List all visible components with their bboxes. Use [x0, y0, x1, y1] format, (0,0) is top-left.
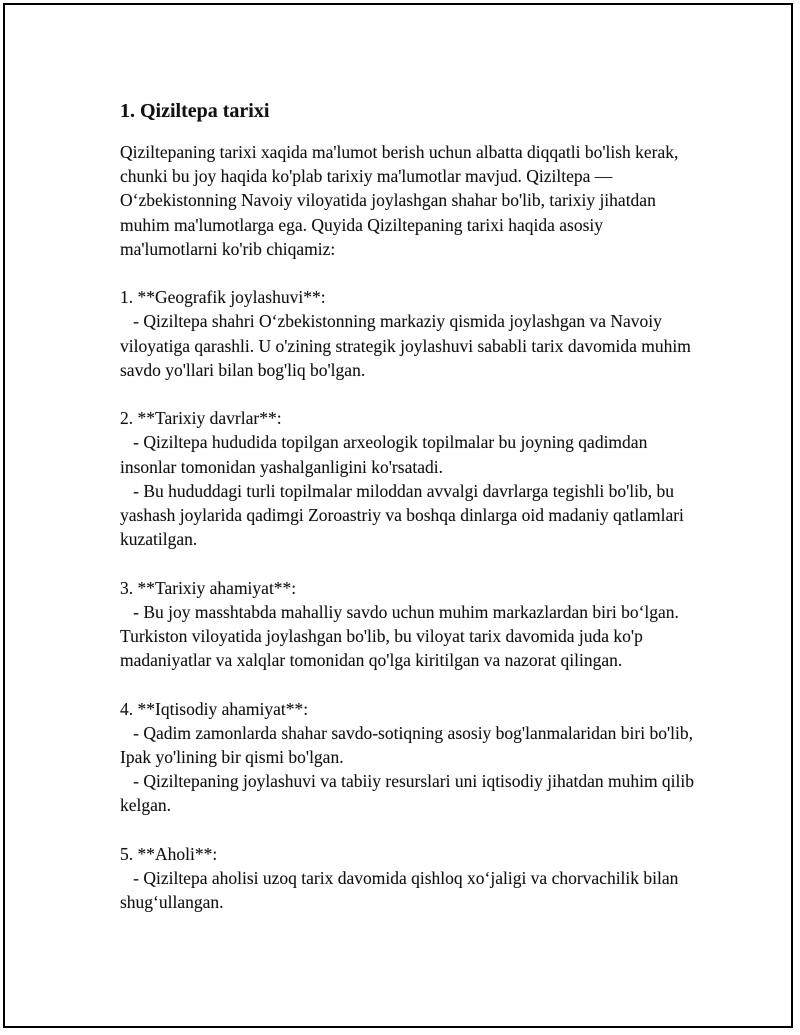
document-body: [120, 97, 700, 939]
section-title: 4. **Iqtisodiy ahamiyat**:: [120, 698, 309, 719]
section-title: 2. **Tarixiy davrlar**:: [120, 408, 282, 429]
section-title: 3. **Tarixiy ahamiyat**:: [120, 577, 297, 598]
section-bullet: - Qiziltepaning joylashuvi va tabiiy resurslari uni iqtisodiy jihatdan muhim qilib kelgan.: [120, 771, 699, 816]
document-page: [3, 3, 793, 1028]
section-title: 5. **Aholi**:: [120, 843, 218, 864]
section-title: 1. **Geografik joylashuvi**:: [120, 287, 326, 308]
intro-paragraph: Qiziltepaning tarixi xaqida ma'lumot berish uchun albatta diqqatli bo'lish kerak, chunki bu joy haqida ko'plab tarixiy ma'lumotlar mavjud. Qiziltepa — O‘zbekistonning Navoiy viloyatida joylashgan shahar bo'lib, tarixiy jihatdan muhim ma'lumotlarga ega. Quyida Qiziltepaning tarixi haqida asosiy ma'lumotlarni ko'rib chiqamiz:: [120, 142, 683, 259]
section-historical-periods: [120, 406, 700, 551]
section-bullet: - Bu hududdagi turli topilmalar miloddan avvalgi davrlarga tegishli bo'lib, bu yashash joylarida qadimgi Zoroastriy va boshqa dinlarga oid madaniy qatlamlari kuzatilgan.: [120, 480, 689, 550]
section-bullet: - Qadim zamonlarda shahar savdo-sotiqning asosiy bog'lanmalaridan biri bo'lib, Ipak yo'lining bir qismi bo'lgan.: [120, 722, 698, 768]
document-heading: 1. Qiziltepa tarixi: [120, 100, 270, 122]
section-population: [120, 842, 700, 915]
section-bullet: - Bu joy masshtabda mahalliy savdo uchun muhim markazlardan biri bo‘lgan. Turkiston viloyatida joylashgan bo'lib, bu viloyat tarix davomida juda ko'p madaniyatlar va xalqlar tomonidan qo'lga kiritilgan va nazorat qilingan.: [120, 601, 683, 671]
section-bullet: - Qiziltepa shahri O‘zbekistonning markaziy qismida joylashgan va Navoiy viloyatiga qarashli. U o'zining strategik joylashuvi sababli tarix davomida muhim savdo yo'llari bilan bog'liq bo'lgan.: [120, 311, 696, 380]
section-geography: [120, 285, 700, 382]
section-economic-significance: [120, 697, 700, 818]
section-historical-significance: [120, 576, 700, 673]
section-bullet: - Qiziltepa aholisi uzoq tarix davomida qishloq xo‘jaligi va chorvachilik bilan shug‘ullangan.: [120, 868, 683, 913]
section-bullet: - Qiziltepa hududida topilgan arxeologik topilmalar bu joyning qadimdan insonlar tomonidan yashalganligini ko'rsatadi.: [120, 432, 652, 477]
